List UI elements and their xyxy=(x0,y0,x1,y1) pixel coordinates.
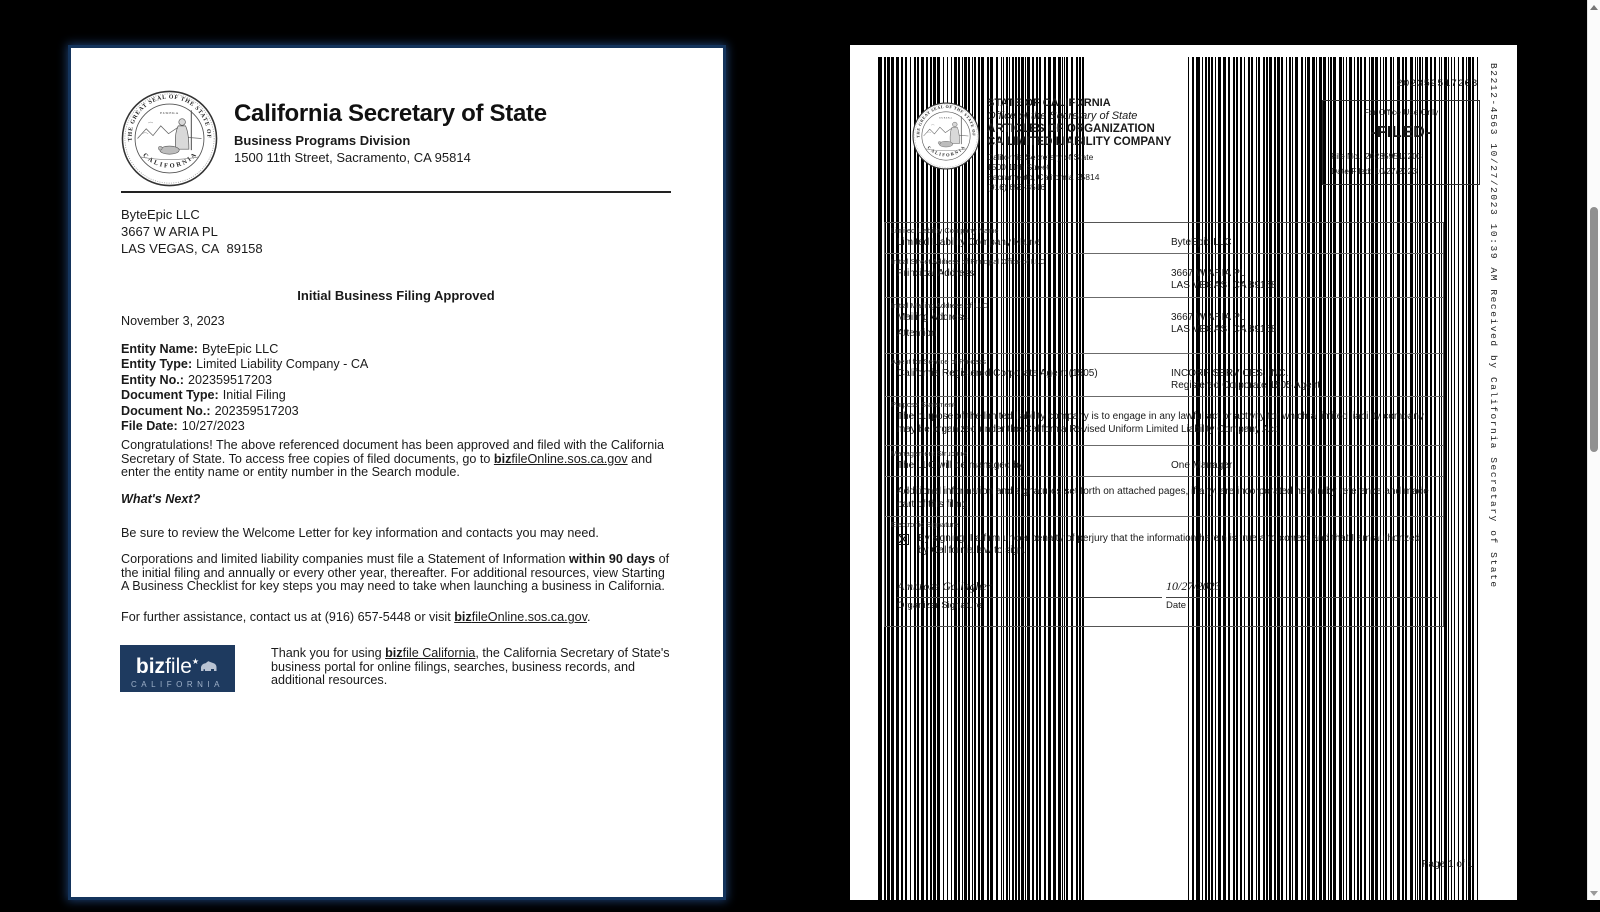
date-filed: Date Filed: 10/27/2023 xyxy=(1331,166,1418,176)
received-stamp-vertical-text: B2212-4563 10/27/2023 10:39 AM Received by California Secretary of State xyxy=(1488,63,1499,589)
file-date-row: File Date: 10/27/2023 xyxy=(121,419,245,434)
document-type-row: Document Type: Initial Filing xyxy=(121,388,286,403)
california-state-seal-icon xyxy=(912,102,980,170)
entity-details-block xyxy=(121,342,368,434)
office-use-only-label: For Office Use Only xyxy=(1363,107,1439,117)
purpose-text: The purpose of the limited liability company is to engage in any lawful act or activity for which a limited liability company may be organized under the California Revised Uniform Limited Liability Company Act. xyxy=(897,411,1424,435)
section-header: Initial Mailing Address of LLC xyxy=(891,301,988,310)
office-of-sos-label: Office of the Secretary of State xyxy=(987,110,1138,122)
section-mailing-address xyxy=(885,297,1443,353)
articles-form-table xyxy=(884,222,1444,627)
field-value: 3667 W ARIA PL LAS VEGAS, CA 89158 xyxy=(1171,312,1277,335)
logo-bear-icon xyxy=(199,654,219,678)
letterhead xyxy=(234,100,547,165)
section-header: Initial Street Address of Principal Office of LLC xyxy=(891,257,1045,266)
field-value: ByteEpic LLC xyxy=(1171,237,1232,248)
letter-date: November 3, 2023 xyxy=(121,314,225,328)
signature-date-label: Date xyxy=(1166,600,1187,611)
assistance-paragraph: For further assistance, contact us at (916) 657-5448 or visit bizfileOnline.sos.ca.gov. xyxy=(121,610,591,624)
recipient-address-block xyxy=(121,206,263,257)
letterhead-address: 1500 11th Street, Sacramento, CA 95814 xyxy=(234,150,471,165)
articles-of-organization-label: ARTICLES OF ORGANIZATION xyxy=(987,123,1155,135)
letter-heading: Initial Business Filing Approved xyxy=(297,288,495,303)
field-label: The LLC will be managed by xyxy=(897,460,1024,471)
bizfile-online-link[interactable]: bizfileOnline.sos.ca.gov xyxy=(493,451,628,466)
section-header: Agent for Service of Process xyxy=(891,357,987,366)
section-purpose xyxy=(885,396,1443,445)
section-principal-address xyxy=(885,253,1443,297)
section-header: Management Structure xyxy=(891,449,968,458)
signature-checkbox-checked xyxy=(898,534,909,545)
page-number: Page 1 of 1 xyxy=(1421,859,1473,870)
recipient-city: LAS VEGAS, CA 89158 xyxy=(121,241,263,256)
ca-llc-label: CA LIMITED LIABILITY COMPANY xyxy=(987,136,1172,148)
approval-letter-page xyxy=(68,45,726,900)
signature-date-block xyxy=(1166,579,1438,611)
california-state-seal-icon xyxy=(121,90,218,187)
recipient-street: 3667 W ARIA PL xyxy=(121,224,218,239)
affirmation-text: By signing, I affirm under penalty of perjury that the information herein is true and correct and that I am authorized by California law to sign. xyxy=(918,533,1421,556)
bizfile-california-logo xyxy=(120,645,235,692)
field-label: Principal Address xyxy=(897,268,975,279)
letterhead-divider xyxy=(121,191,671,193)
statement-of-information-paragraph: Corporations and limited liability companies must file a Statement of Information within 90 days of the initial filing and annually or every other year, thereafter. For additional resources, view Starting A Business Checklist for key steps you may need to take when launching a business in California. xyxy=(121,552,670,594)
entity-name-row: Entity Name: ByteEpic LLC xyxy=(121,342,279,356)
field-label: Limited Liability Company Name xyxy=(897,237,1041,248)
section-header: Limited Liability Company Name xyxy=(891,226,999,235)
bizfile-california-link[interactable]: bizfile California xyxy=(385,646,476,660)
entity-no-row: Entity No.: 202359517203 xyxy=(121,372,273,387)
section-agent xyxy=(885,353,1443,396)
filed-stamp: -FILED- xyxy=(1370,124,1432,141)
attention-label: Attention xyxy=(897,328,937,339)
state-of-california-label: STATE OF CALIFORNIA xyxy=(987,97,1111,109)
organizer-signature-block xyxy=(897,579,1162,611)
section-llc-name xyxy=(885,223,1443,253)
recipient-name: ByteEpic LLC xyxy=(121,207,200,222)
section-electronic-signature xyxy=(885,516,1443,626)
section-header: Purpose Statement xyxy=(891,400,956,409)
field-label: Mailing Address xyxy=(897,312,968,323)
field-label: California Registered Corporate Agent (1505) xyxy=(897,368,1098,379)
form-header xyxy=(987,97,1171,192)
vertical-scrollbar[interactable] xyxy=(1587,0,1600,900)
office-use-filed-stamp xyxy=(1322,100,1480,185)
welcome-letter-paragraph: Be sure to review the Welcome Letter for key information and contacts you may need. xyxy=(121,526,599,540)
section-additional-info xyxy=(885,476,1443,516)
field-value: 3667 W ARIA PL LAS VEGAS, CA 89158 xyxy=(1171,268,1277,291)
scrollbar-thumb[interactable] xyxy=(1590,207,1598,452)
congratulations-paragraph: Congratulations! The above referenced document has been approved and filed with the California Secretary of State. To access free copies of filed documents, go to bizfileOnline.sos.ca.gov and enter the entity name or entity number in the Search module. xyxy=(121,438,665,480)
barcode-number: 202359517203 xyxy=(1396,78,1478,90)
section-management xyxy=(885,445,1443,476)
articles-of-organization-page xyxy=(850,45,1517,900)
additional-info-text: Additional information and signatures set forth on attached pages, if any, are incorporated herein by reference and made part of this filing. xyxy=(897,486,1429,510)
sos-address-block: California Secretary of State 1500 11th Street Sacramento, California 95814 (916) 653-3516 xyxy=(987,152,1100,192)
logo-star-icon: ★ xyxy=(191,657,200,666)
letterhead-title: California Secretary of State xyxy=(234,100,547,127)
thank-you-paragraph: Thank you for using bizfile California, the California Secretary of State's business portal for online filings, searches, business records, and additional resources. xyxy=(271,646,670,688)
signature-date-value: 10/27/2023 xyxy=(1166,579,1438,598)
section-header: Electronic Signature xyxy=(891,520,959,529)
field-value: One Manager xyxy=(1171,460,1233,471)
entity-type-row: Entity Type: Limited Liability Company - CA xyxy=(121,357,369,372)
scroll-down-arrow-icon[interactable] xyxy=(1590,891,1598,896)
document-no-row: Document No.: 202359517203 xyxy=(121,403,299,418)
logo-biz-text: biz xyxy=(135,655,166,678)
whats-next-heading: What's Next? xyxy=(121,492,201,506)
organizer-signature-label: Organizer Signature xyxy=(897,600,983,611)
file-no: File No.: 202359517203 xyxy=(1331,151,1422,161)
field-value: INCORP SERVICES, INC. Registered Corporate 1505 Agent xyxy=(1171,368,1320,391)
logo-california-text: CALIFORNIA xyxy=(130,680,224,689)
letterhead-division: Business Programs Division xyxy=(234,133,411,148)
scroll-up-arrow-icon[interactable] xyxy=(1590,5,1598,10)
organizer-signature-value: Ambrose Gallagher xyxy=(897,579,1162,598)
logo-file-text: file xyxy=(165,655,192,678)
bizfile-online-link-2[interactable]: bizfileOnline.sos.ca.gov xyxy=(454,610,587,624)
